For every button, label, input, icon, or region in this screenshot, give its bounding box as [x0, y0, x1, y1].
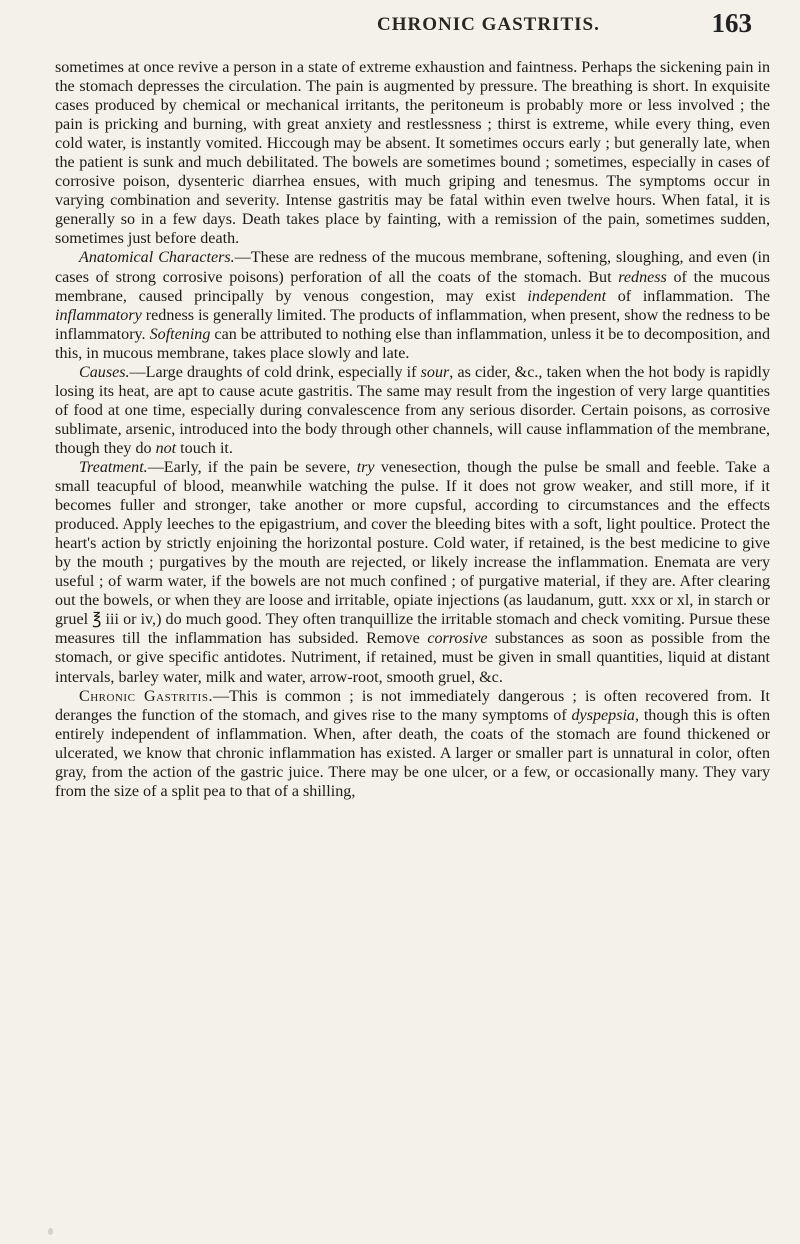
paragraph-text: of the mucous membrane, caused principally by venous congestion, may exist: [55, 268, 771, 305]
paragraph-text: —These are redness of the mucous membrane, softening, sloughing, and even (in cases of strong corrosive poisons) perforation of all the coats of the stomach. But: [55, 249, 770, 286]
paragraph-anatomical-characters: [55, 248, 770, 362]
emphasis: sour: [420, 363, 450, 381]
page-number: 163: [711, 8, 752, 38]
emphasis: redness: [618, 268, 667, 286]
paragraph-treatment: [55, 458, 770, 687]
paragraph-text: , as cider, &c., taken when the hot body is rapidly losing its heat, are apt to cause acute gastritis. The same may result from the ingestion of very large quantities of food at one time, especially during convalescence from any serious disorder. Certain poisons, as corrosive sublimate, arsenic, introduced into the body through other channels, will cause inflammation of the membrane, though they do: [55, 363, 770, 457]
paragraph-causes: [55, 363, 770, 458]
paragraph-continuation: [55, 58, 770, 248]
emphasis: try: [356, 458, 375, 476]
running-head: CHRONIC GASTRITIS.: [377, 14, 600, 35]
paragraph-text: venesection, though the pulse be small and feeble. Take a small teacupful of blood, meanwhile watching the pulse. If it does not grow weaker, and still more, if it becomes fuller and stronger, take another or more cupsful, according to circumstances and the effects produced. Apply leeches to the epigastrium, and cover the bleeding bites with a soft, light poultice. Protect the heart's action by strictly enjoining the horizontal posture. Cold water, if retained, is the best medicine to give by the mouth ; purgatives by the mouth are rejected, or likely increase the inflammation. Enemata are very useful ; of warm water, if the bowels are not much confined ; of purgative material, if they are. After clearing out the bowels, or when they are loose and irritable, opiate injections (as laudanum, gutt. xxx or xl, in starch or gruel ℥ iii or iv,) do much good. They often tranquillize the irritable stomach and check vomiting. Pursue these measures till the inflammation has subsided. Remove: [55, 458, 770, 648]
paragraph-text: redness is generally limited. The products of inflammation, when present, show the redness to be inflammatory.: [55, 306, 770, 343]
section-heading: Treatment.: [79, 458, 148, 476]
paragraph-text: can be attributed to nothing else than inflammation, unless it be to decomposition, and this, in mucous membrane, takes place slowly and late.: [55, 325, 770, 362]
section-heading: Causes.: [79, 363, 130, 381]
paper-blemish: [48, 1228, 53, 1235]
emphasis: inflammatory: [55, 306, 142, 324]
paragraph-chronic-gastritis: [55, 687, 770, 801]
paragraph-text: of inflammation. The: [606, 287, 770, 305]
emphasis: independent: [527, 287, 607, 305]
paragraph-text: touch it.: [176, 439, 233, 457]
page-header: [55, 0, 770, 46]
paragraph-text: —Early, if the pain be severe,: [147, 458, 357, 476]
emphasis: Softening: [149, 325, 211, 343]
emphasis: corrosive: [427, 630, 488, 648]
paragraph-text: —Large draughts of cold drink, especially if: [129, 363, 421, 381]
section-heading: Anatomical Characters.: [79, 249, 235, 267]
emphasis: dyspepsia: [571, 706, 635, 724]
paragraph-text: sometimes at once revive a person in a state of extreme exhaustion and faintness. Perhaps the sickening pain in the stomach depresses the circulation. The pain is augmented by pressure. The breathing is short. In exquisite cases produced by chemical or mechanical irritants, the peritoneum is probably more or less involved ; the pain is pricking and burning, with great anxiety and restlessness ; thirst is extreme, while every thing, even cold water, is instantly vomited. Hiccough may be absent. It sometimes occurs early ; but generally late, when the patient is sunk and much debilitated. The bowels are sometimes bound ; sometimes, especially in cases of corrosive poison, dysenteric diarrhea ensues, with much griping and tenesmus. The symptoms occur in varying combination and severity. Intense gastritis may be fatal within even twelve hours. When fatal, it is generally so in a few days. Death takes place by fainting, with a remission of the pain, sometimes sudden, sometimes just before death.: [55, 59, 770, 248]
section-heading: Chronic Gastritis.: [79, 687, 213, 705]
body-text: [55, 58, 770, 801]
paragraph-text: —This is common ; is not immediately dangerous ; is often recovered from. It deranges the function of the stomach, and gives rise to the many symptoms of: [55, 687, 770, 724]
paragraph-text: substances as soon as possible from the stomach, or give specific antidotes. Nutriment, if retained, must be given in small quantities, liquid at distant intervals, barley water, milk and water, arrow-root, smooth gruel, &c.: [55, 630, 770, 686]
paragraph-text: , though this is often entirely independent of inflammation. When, after death, the coats of the stomach are found thickened or ulcerated, we know that chronic inflammation has existed. A larger or smaller part is unnatural in color, often gray, from the action of the gastric juice. There may be one ulcer, or a few, or occasionally many. They vary from the size of a split pea to that of a shilling,: [55, 706, 771, 800]
emphasis: not: [155, 439, 177, 457]
